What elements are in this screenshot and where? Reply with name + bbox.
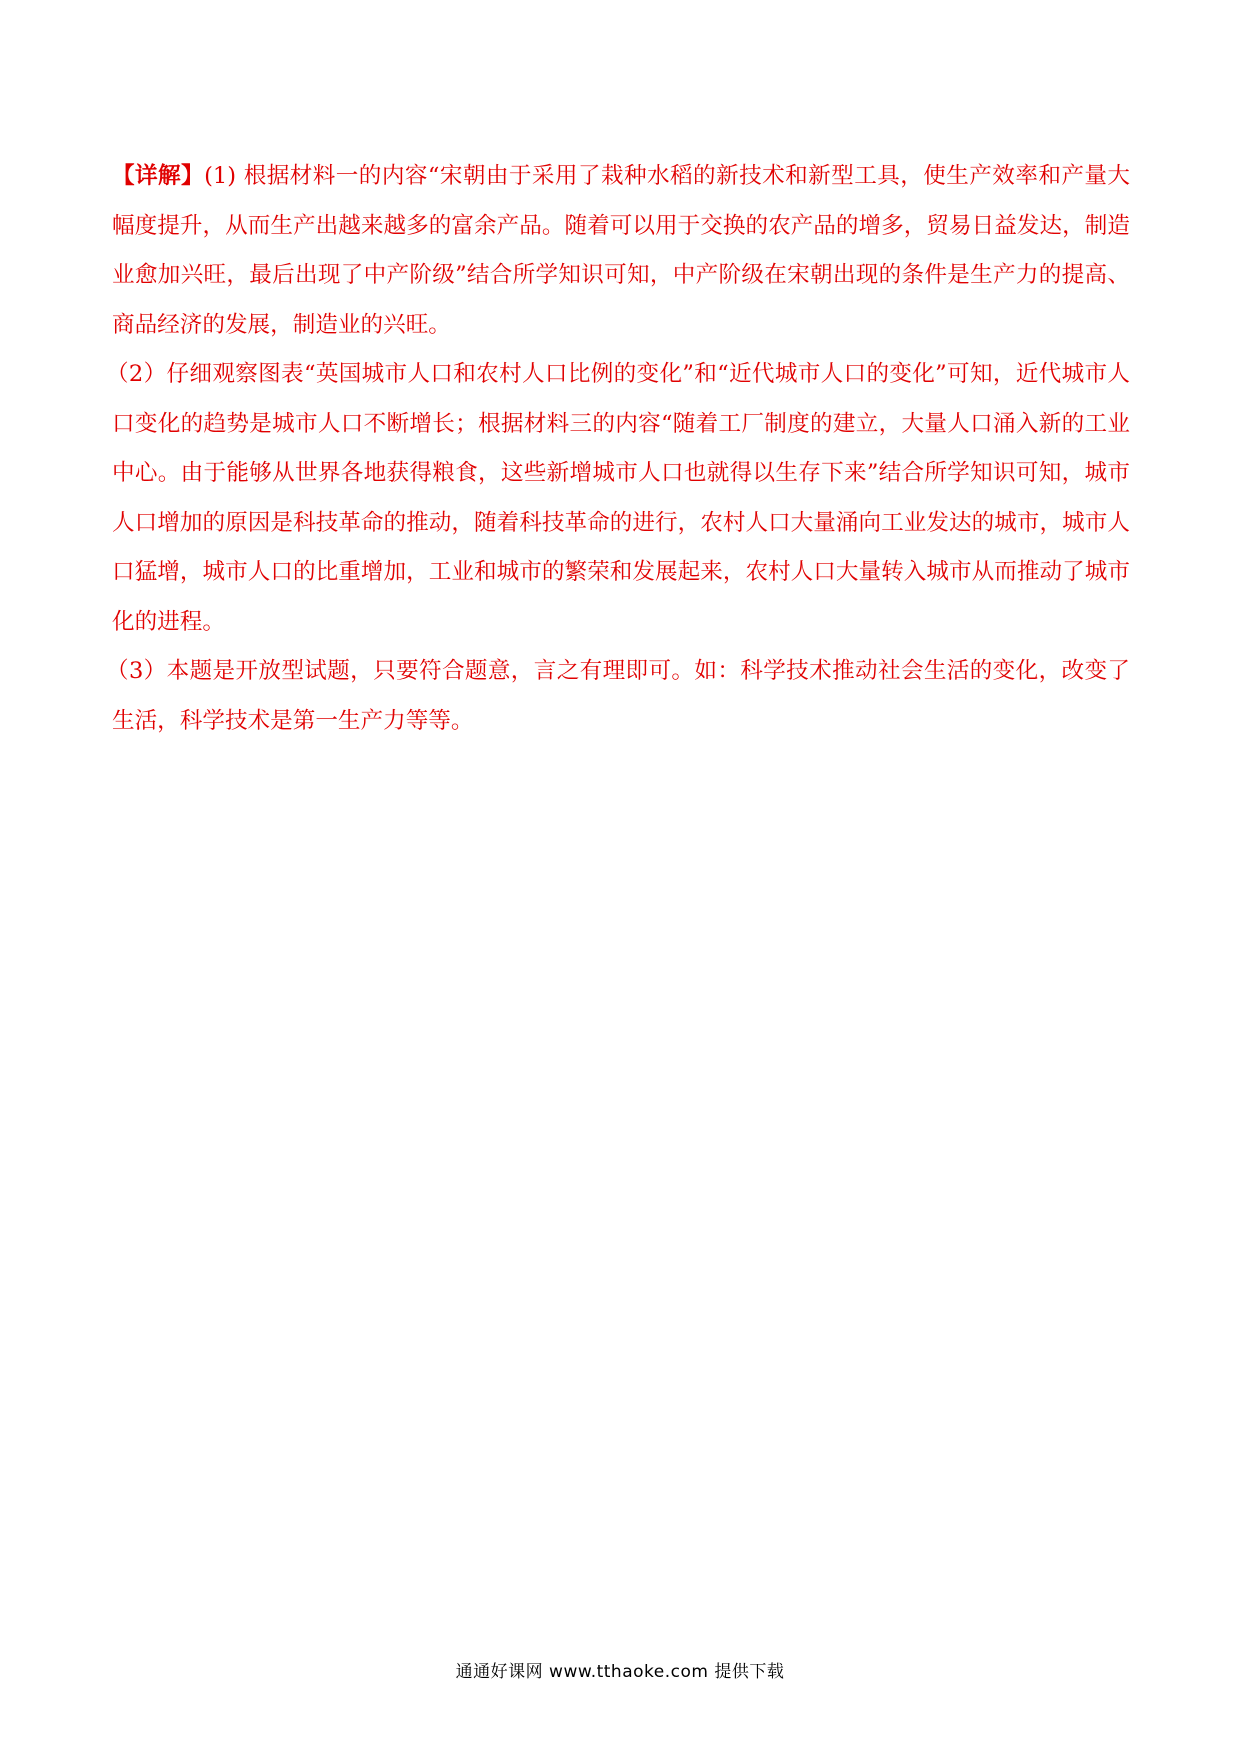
explanation-paragraph-3: （3）本题是开放型试题，只要符合题意，言之有理即可。如：科学技术推动社会生活的变化，改变了生活，科学技术是第一生产力等等。 [106, 658, 1130, 734]
explanation-text-1: (1) 根据材料一的内容“宋朝由于采用了栽种水稻的新技术和新型工具，使生产效率和产量大幅度提升，从而生产出越来越多的富余产品。随着可以用于交换的农产品的增多，贸易日益发达，制造业愈加兴旺，最后出现了中产阶级”结合所学知识可知，中产阶级在宋朝出现的条件是生产力的提高、商品经济的发展，制造业的兴旺。 [112, 163, 1131, 338]
explanation-paragraph-1 [112, 152, 1130, 350]
explanation-label: 【详解】 [112, 163, 205, 189]
answer-explanation [106, 152, 1131, 746]
page-footer: 通通好课网 www.tthaoke.com 提供下载 [455, 1662, 785, 1682]
explanation-paragraph-2: （2）仔细观察图表“英国城市人口和农村人口比例的变化”和“近代城市人口的变化”可知，近代城市人口变化的趋势是城市人口不断增长；根据材料三的内容“随着工厂制度的建立，大量人口涌入新的工业中心。由于能够从世界各地获得粮食，这些新增城市人口也就得以生存下来”结合所学知识可知，城市人口增加的原因是科技革命的推动，随着科技革命的进行，农村人口大量涌向工业发达的城市，城市人口猛增，城市人口的比重增加，工业和城市的繁荣和发展起来，农村人口大量转入城市从而推动了城市化的进程。 [106, 361, 1130, 635]
